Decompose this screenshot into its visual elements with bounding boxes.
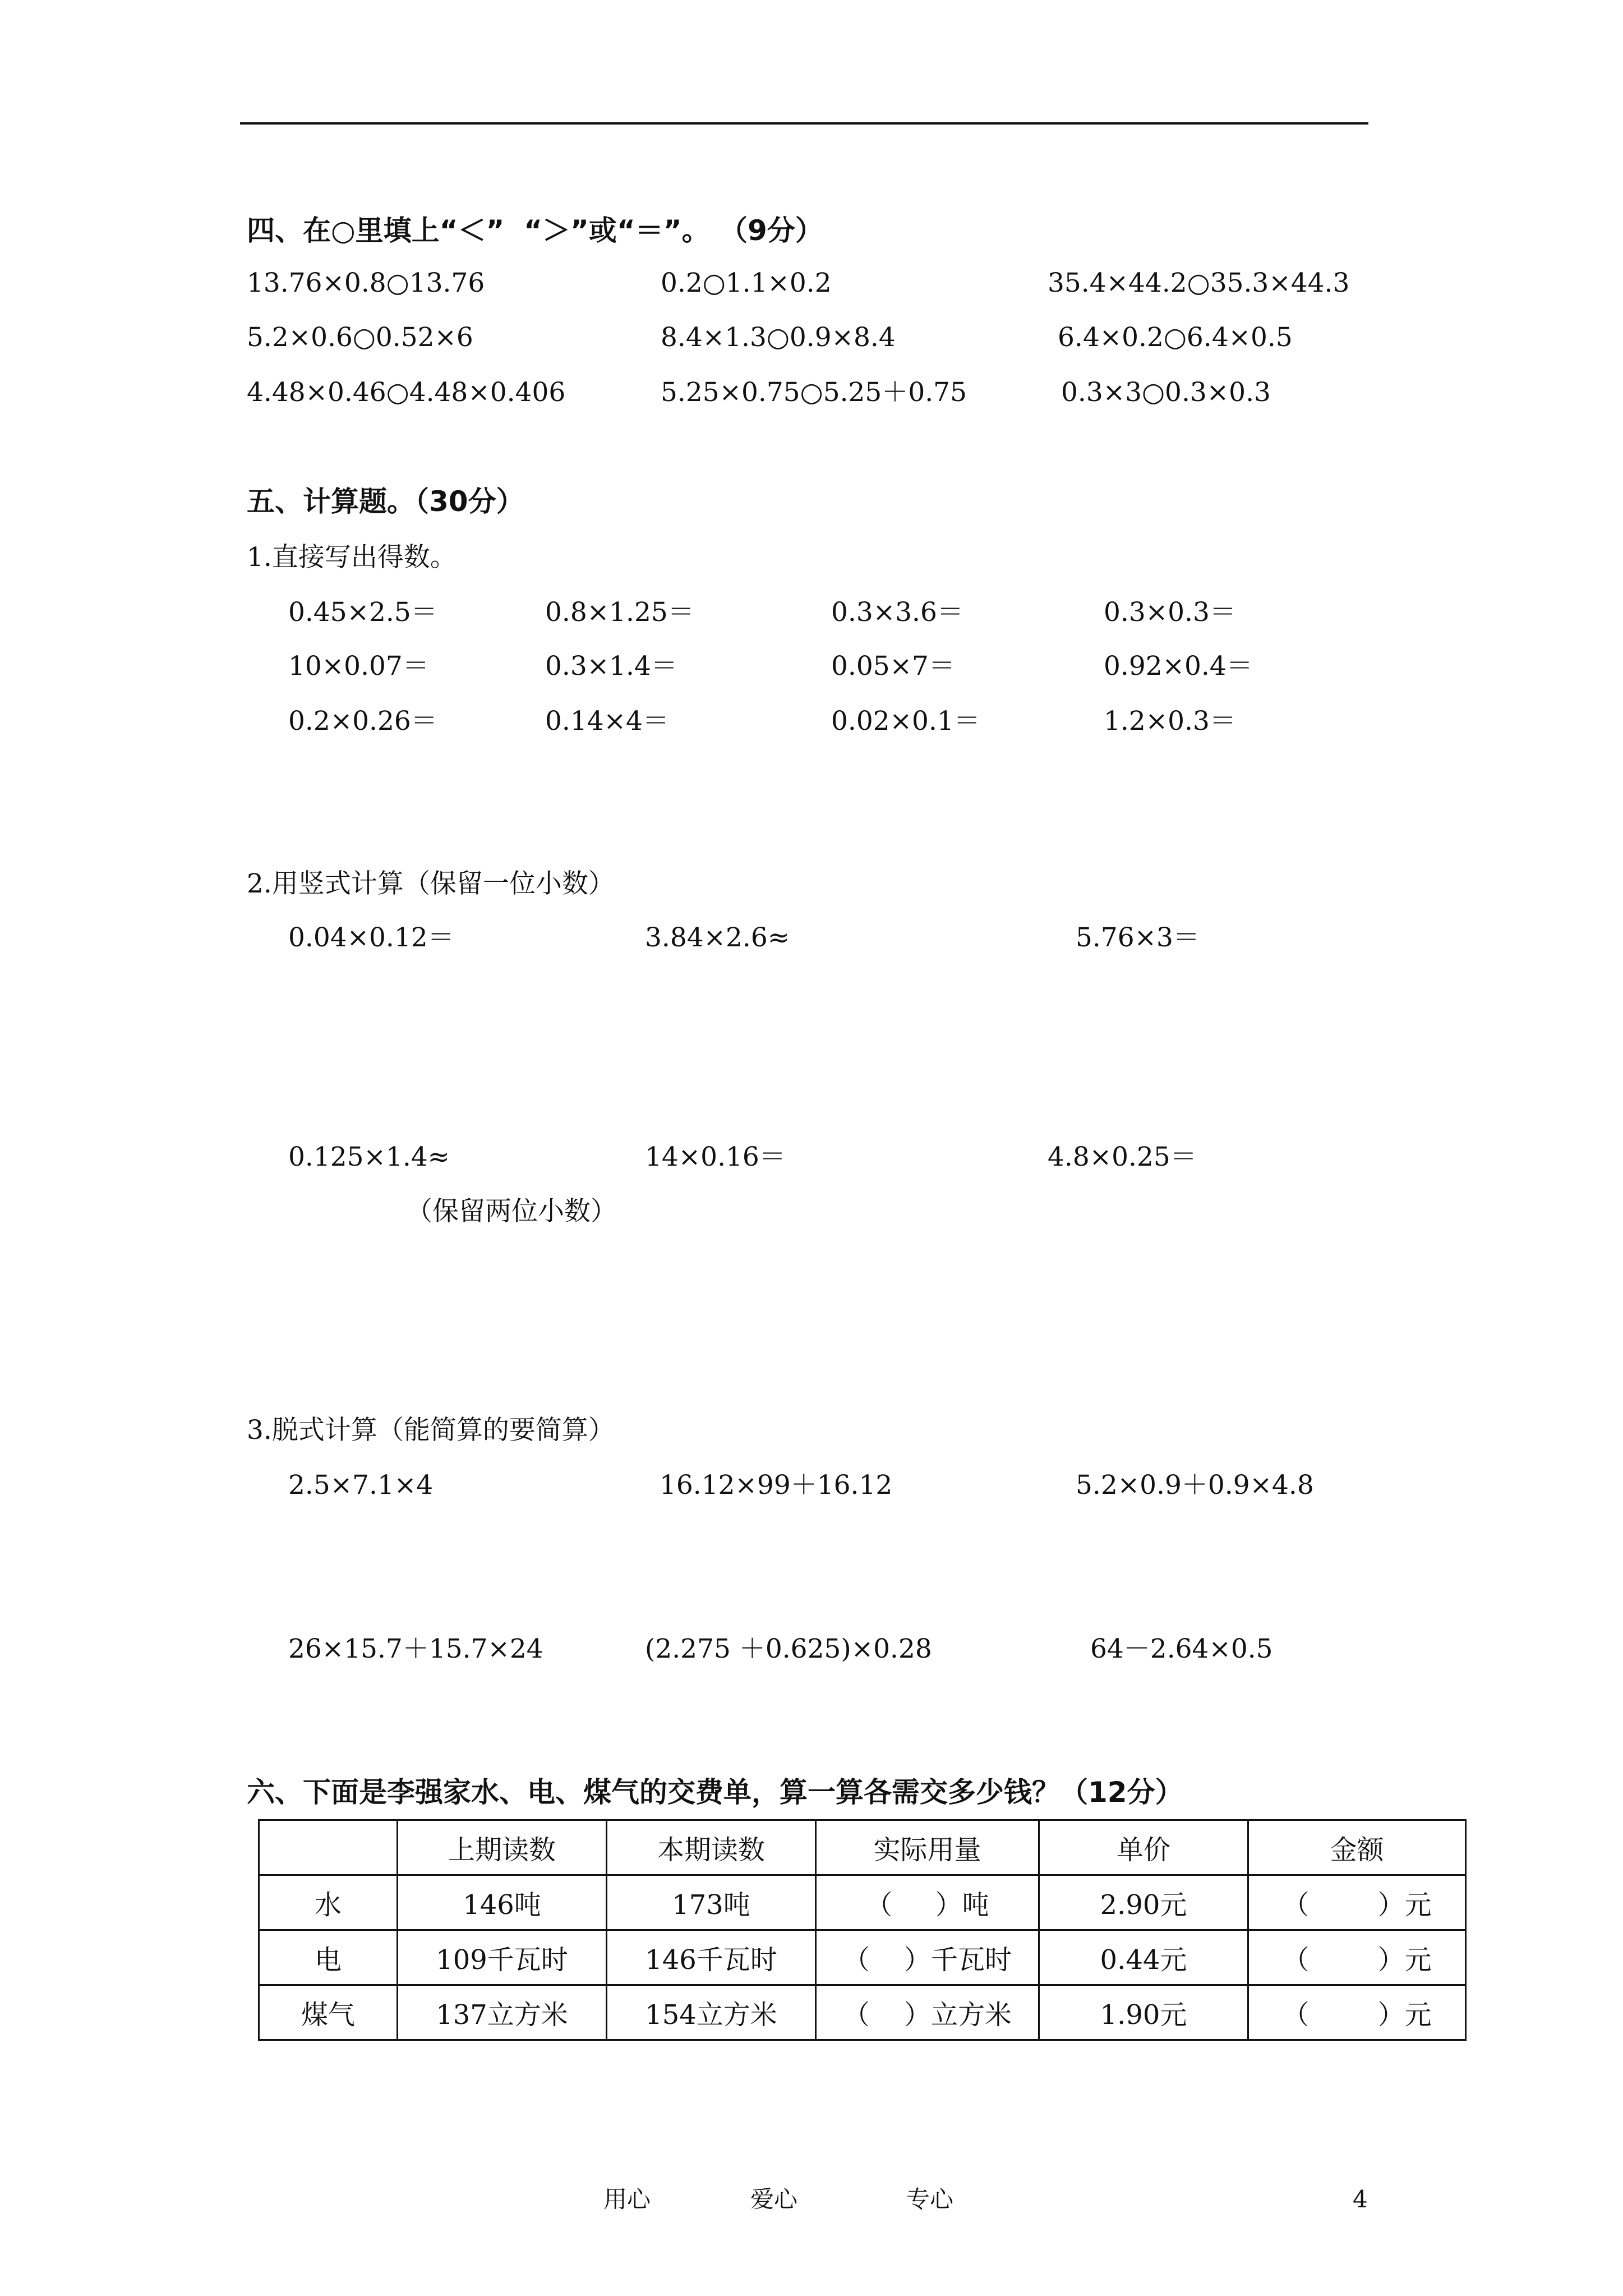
vertical-calc-item: 4.8×0.25＝ bbox=[1048, 1142, 1197, 1172]
rounding-note: （保留两位小数） bbox=[406, 1196, 617, 1227]
vertical-calc-item: 0.125×1.4≈ bbox=[288, 1142, 450, 1172]
section6-title: 六、下面是李强家水、电、煤气的交费单，算一算各需交多少钱？（12分） bbox=[247, 1776, 1183, 1809]
header-cell: 单价 bbox=[1039, 1820, 1248, 1875]
table-header-row bbox=[259, 1820, 1466, 1875]
table-cell: 2.90元 bbox=[1039, 1875, 1248, 1930]
compare-item: 0.2○1.1×0.2 bbox=[661, 268, 832, 298]
answer-blank-cell[interactable]: （ ）元 bbox=[1248, 1930, 1466, 1985]
compare-item: 35.4×44.2○35.3×44.3 bbox=[1048, 268, 1350, 298]
answer-blank-cell[interactable]: （ ）立方米 bbox=[816, 1985, 1039, 2040]
compare-item: 5.25×0.75○5.25＋0.75 bbox=[661, 377, 967, 408]
compare-item: 0.3×3○0.3×0.3 bbox=[1061, 377, 1271, 408]
table-cell: 137立方米 bbox=[398, 1985, 607, 2040]
stepwise-calc-item: 2.5×7.1×4 bbox=[288, 1470, 434, 1501]
stepwise-calc-item: 26×15.7＋15.7×24 bbox=[288, 1634, 543, 1664]
compare-item: 6.4×0.2○6.4×0.5 bbox=[1058, 322, 1293, 353]
table-row bbox=[259, 1930, 1466, 1985]
stepwise-calc-item: 5.2×0.9＋0.9×4.8 bbox=[1076, 1470, 1314, 1501]
oral-calc-item: 0.14×4＝ bbox=[545, 706, 669, 737]
header-rule bbox=[240, 122, 1368, 125]
stepwise-calc-item: 16.12×99＋16.12 bbox=[660, 1470, 893, 1501]
header-cell bbox=[259, 1820, 398, 1875]
table-cell: 电 bbox=[259, 1930, 398, 1985]
part1-title: 1.直接写出得数。 bbox=[247, 542, 457, 573]
section5-title: 五、计算题。（30分） bbox=[247, 485, 524, 518]
footer-motto: 专心 bbox=[906, 2185, 954, 2213]
part3-title: 3.脱式计算（能简算的要简算） bbox=[247, 1415, 615, 1446]
oral-calc-item: 0.45×2.5＝ bbox=[288, 597, 437, 628]
table-cell: 146吨 bbox=[398, 1875, 607, 1930]
stepwise-calc-item: (2.275 ＋0.625)×0.28 bbox=[645, 1634, 932, 1664]
oral-calc-item: 1.2×0.3＝ bbox=[1104, 706, 1236, 737]
oral-calc-item: 0.02×0.1＝ bbox=[831, 706, 980, 737]
section4-title: 四、在○里填上“＜” “＞”或“＝”。 （9分） bbox=[247, 214, 823, 247]
stepwise-calc-item: 64－2.64×0.5 bbox=[1090, 1634, 1273, 1664]
oral-calc-item: 0.3×3.6＝ bbox=[831, 597, 963, 628]
answer-blank-cell[interactable]: （ ）吨 bbox=[816, 1875, 1039, 1930]
oral-calc-item: 0.2×0.26＝ bbox=[288, 706, 437, 737]
table-cell: 154立方米 bbox=[607, 1985, 816, 2040]
footer-motto: 爱心 bbox=[750, 2185, 798, 2213]
footer-motto: 用心 bbox=[603, 2185, 651, 2213]
vertical-calc-item: 0.04×0.12＝ bbox=[288, 922, 454, 953]
table-cell: 煤气 bbox=[259, 1985, 398, 2040]
oral-calc-item: 0.3×0.3＝ bbox=[1104, 597, 1236, 628]
page-number: 4 bbox=[1353, 2185, 1368, 2213]
compare-item: 13.76×0.8○13.76 bbox=[247, 268, 485, 298]
vertical-calc-item: 5.76×3＝ bbox=[1076, 922, 1200, 953]
table-cell: 0.44元 bbox=[1039, 1930, 1248, 1985]
oral-calc-item: 0.05×7＝ bbox=[831, 651, 955, 682]
compare-item: 8.4×1.3○0.9×8.4 bbox=[661, 322, 896, 353]
header-cell: 本期读数 bbox=[607, 1820, 816, 1875]
part2-title: 2.用竖式计算（保留一位小数） bbox=[247, 868, 615, 899]
header-cell: 金额 bbox=[1248, 1820, 1466, 1875]
vertical-calc-item: 14×0.16＝ bbox=[645, 1142, 786, 1172]
compare-item: 5.2×0.6○0.52×6 bbox=[247, 322, 473, 353]
table-cell: 173吨 bbox=[607, 1875, 816, 1930]
table-row bbox=[259, 1985, 1466, 2040]
table-cell: 109千瓦时 bbox=[398, 1930, 607, 1985]
answer-blank-cell[interactable]: （ ）千瓦时 bbox=[816, 1930, 1039, 1985]
oral-calc-item: 0.3×1.4＝ bbox=[545, 651, 677, 682]
oral-calc-item: 0.8×1.25＝ bbox=[545, 597, 694, 628]
vertical-calc-item: 3.84×2.6≈ bbox=[645, 922, 790, 953]
table-cell: 水 bbox=[259, 1875, 398, 1930]
header-cell: 实际用量 bbox=[816, 1820, 1039, 1875]
table-cell: 1.90元 bbox=[1039, 1985, 1248, 2040]
table-row bbox=[259, 1875, 1466, 1930]
answer-blank-cell[interactable]: （ ）元 bbox=[1248, 1875, 1466, 1930]
oral-calc-item: 10×0.07＝ bbox=[288, 651, 429, 682]
header-cell: 上期读数 bbox=[398, 1820, 607, 1875]
compare-item: 4.48×0.46○4.48×0.406 bbox=[247, 377, 566, 408]
answer-blank-cell[interactable]: （ ）元 bbox=[1248, 1985, 1466, 2040]
utility-bill-table bbox=[258, 1819, 1467, 2041]
table-cell: 146千瓦时 bbox=[607, 1930, 816, 1985]
oral-calc-item: 0.92×0.4＝ bbox=[1104, 651, 1253, 682]
